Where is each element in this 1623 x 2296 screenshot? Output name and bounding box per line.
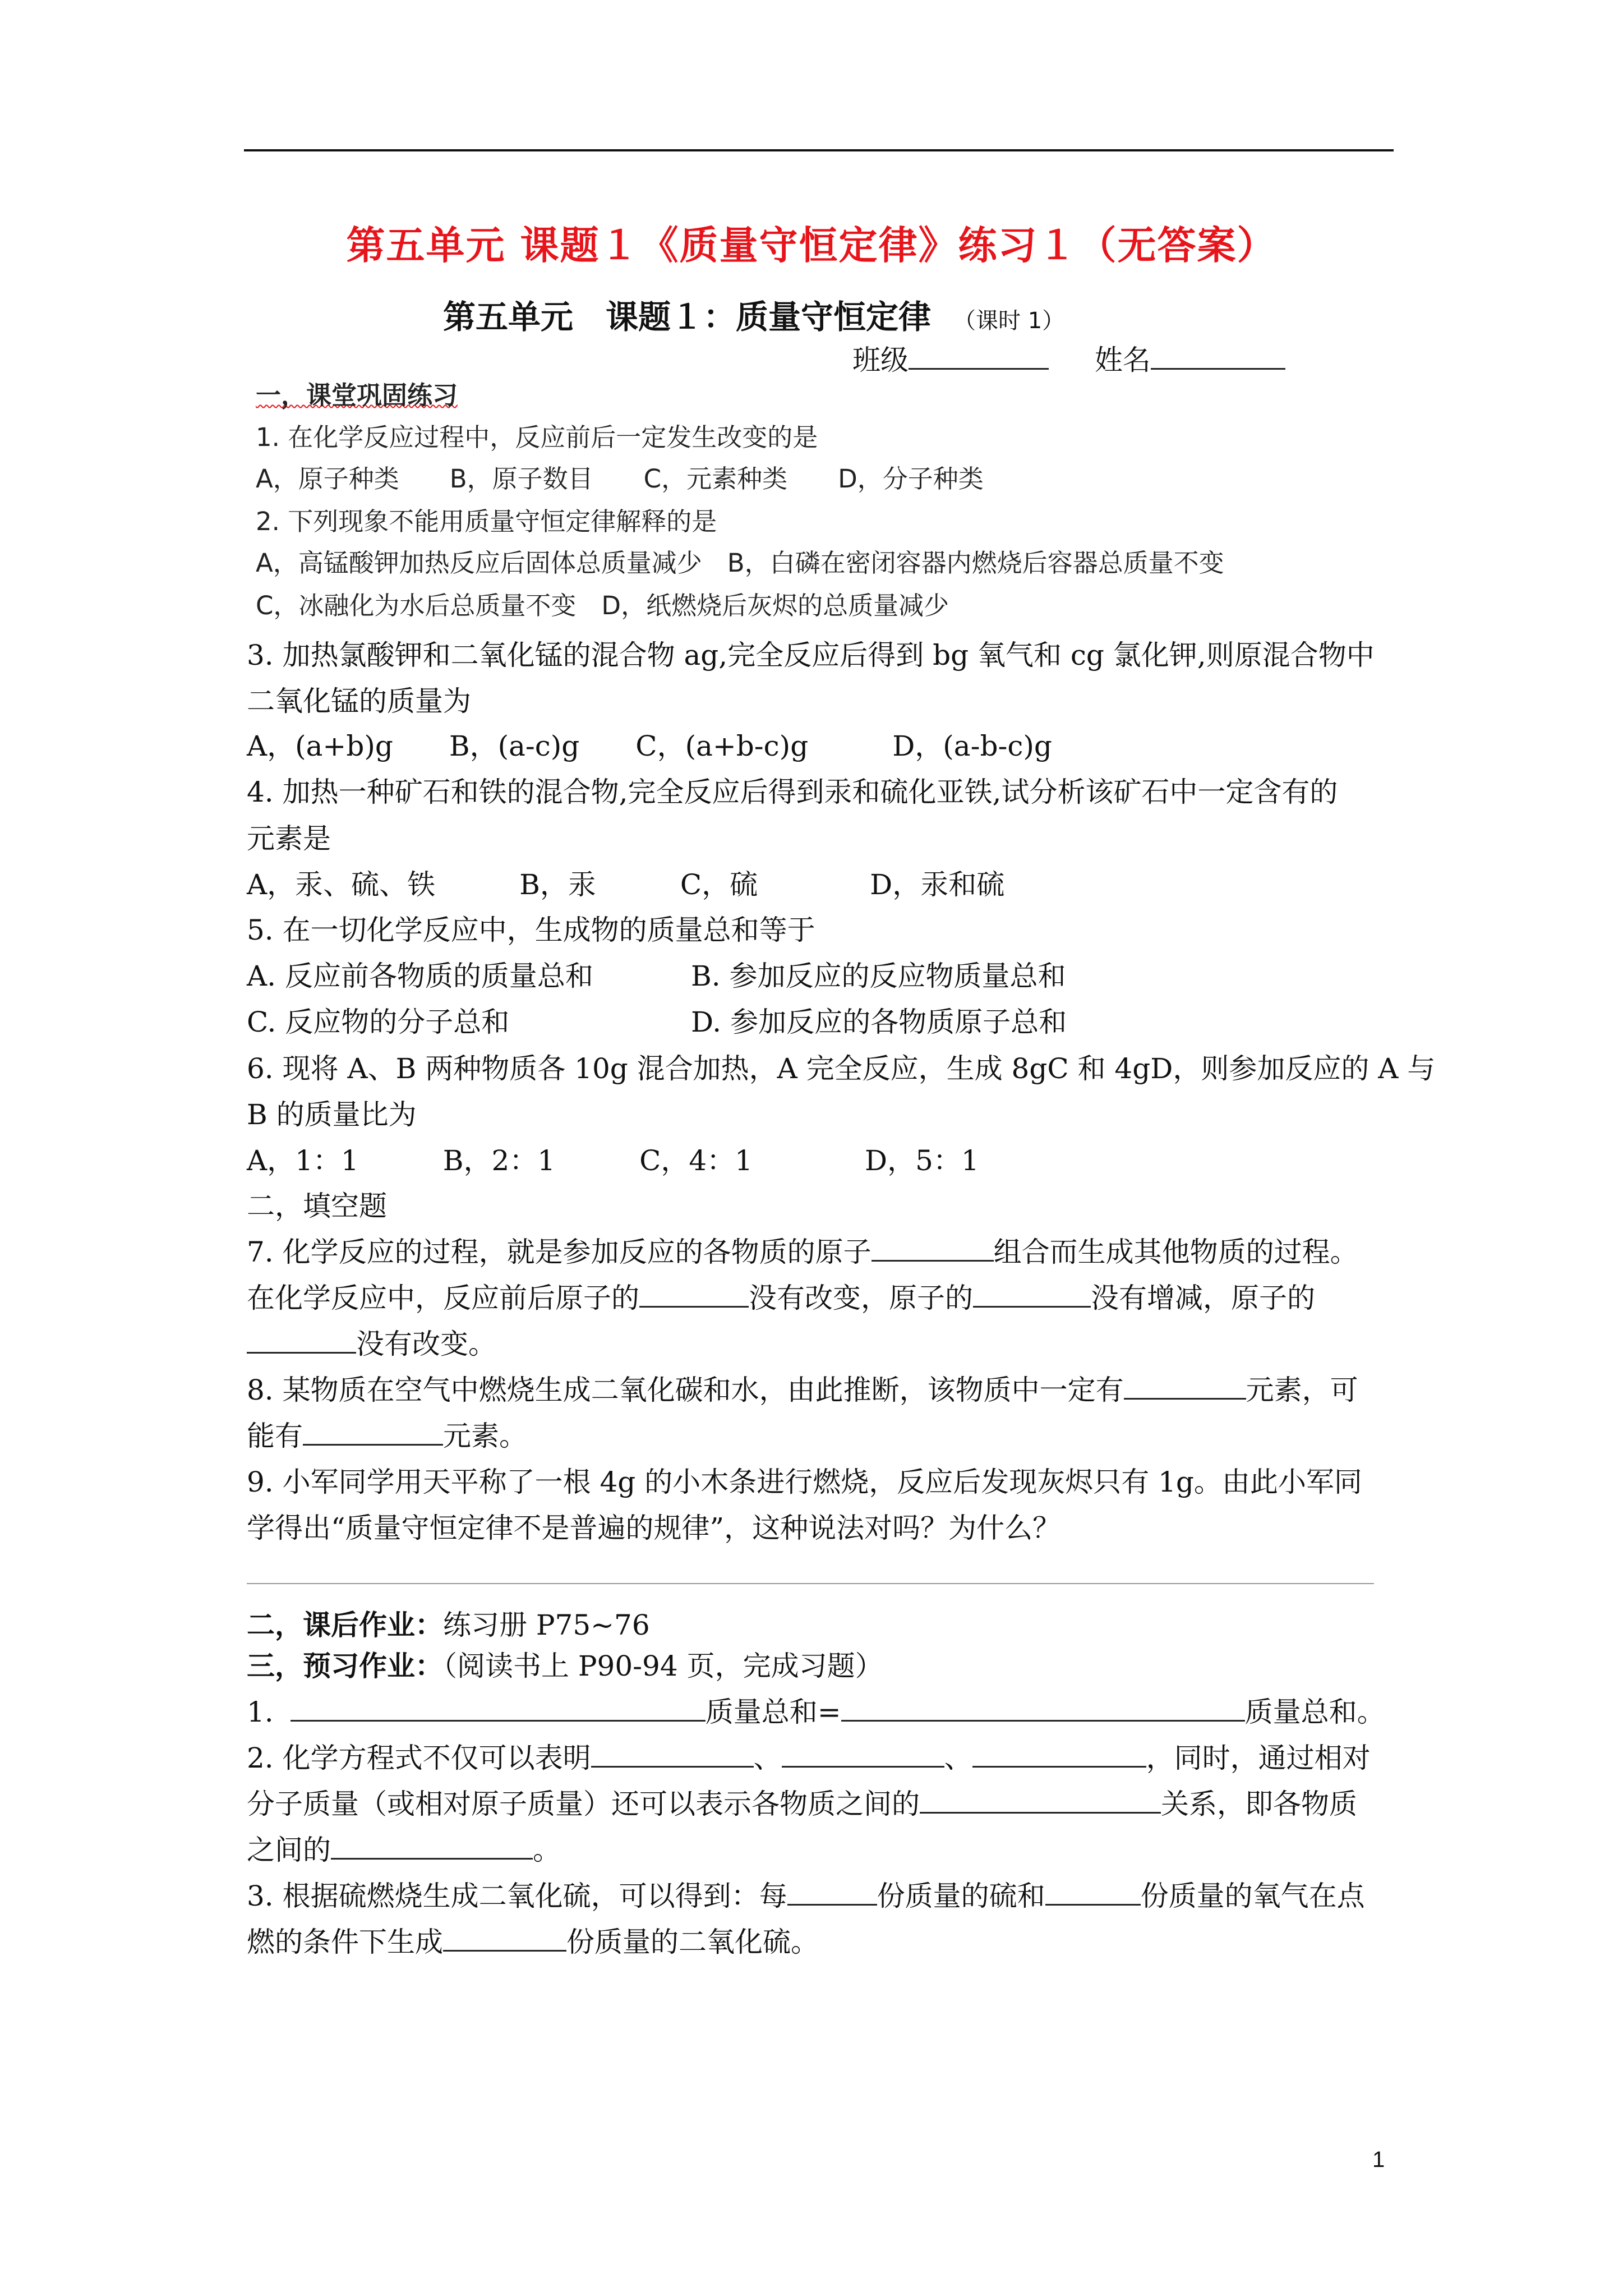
q8-line1: 8. 某物质在空气中燃烧生成二氧化碳和水，由此推断，该物质中一定有 元素，可: [247, 1374, 1358, 1406]
q5-option-b: B. 参加反应的反应物质量总和: [691, 960, 1066, 992]
q8-blank-1[interactable]: [1124, 1373, 1246, 1400]
page-number: 1: [1372, 2147, 1385, 2172]
q1-stem: 1. 在化学反应过程中，反应前后一定发生改变的是: [256, 422, 818, 452]
q2-options-cd: C，冰融化为水后总质量不变 D，纸燃烧后灰烬的总质量减少: [256, 591, 949, 620]
preview-q1: 1. 质量总和= 质量总和。: [247, 1696, 1385, 1728]
page-title: 第五单元 课题１《质量守恒定律》练习１（无答案）: [346, 223, 1277, 268]
preview-q1-blank-2[interactable]: [841, 1695, 1245, 1722]
q3-stem-line2: 二氧化锰的质量为: [247, 685, 471, 717]
q5-stem: 5. 在一切化学反应中，生成物的质量总和等于: [247, 914, 815, 946]
preview-q2-blank-5[interactable]: [331, 1833, 533, 1860]
q7-blank-3[interactable]: [973, 1281, 1091, 1308]
section2-heading: 二，填空题: [247, 1190, 387, 1222]
q1-options: A，原子种类 B，原子数目 C，元素种类 D，分子种类: [256, 464, 984, 494]
preview-q2-line1: 2. 化学方程式不仅可以表明 、 、 ，同时，通过相对: [247, 1742, 1371, 1774]
q7-line2: 在化学反应中，反应前后原子的 没有改变，原子的 没有增减，原子的: [247, 1282, 1315, 1314]
preview-q2-blank-3[interactable]: [972, 1741, 1146, 1768]
q6-options: A，1：1 B，2：1 C，4：1 D，5：1: [247, 1144, 979, 1177]
preview-label: 三，预习作业：: [247, 1649, 443, 1682]
q5-option-d: D. 参加反应的各物质原子总和: [691, 1006, 1067, 1038]
homework-line: [247, 1603, 650, 1643]
section1-heading: 一，课堂巩固练习: [256, 380, 458, 410]
preview-q3-line2: 燃的条件下生成 份质量的二氧化硫。: [247, 1926, 819, 1958]
preview-q2-blank-4[interactable]: [920, 1787, 1161, 1814]
q9-line2: 学得出“质量守恒定律不是普遍的规律”，这种说法对吗？为什么？: [247, 1512, 1061, 1544]
q2-options-ab: A，高锰酸钾加热反应后固体总质量减少 B，白磷在密闭容器内燃烧后容器总质量不变: [256, 548, 1224, 578]
preview-q3-blank-3[interactable]: [443, 1925, 566, 1952]
preview-q2-blank-2[interactable]: [782, 1741, 944, 1768]
name-blank[interactable]: [1151, 342, 1285, 370]
q7-line1: 7. 化学反应的过程，就是参加反应的各物质的原子 组合而生成其他物质的过程。: [247, 1236, 1358, 1268]
preview-q2-line3: 之间的 。: [247, 1834, 561, 1866]
q8-line2: 能有 元素。: [247, 1420, 527, 1452]
q6-stem-line2: B 的质量比为: [247, 1098, 417, 1131]
q5-option-a: A. 反应前各物质的质量总和: [247, 960, 593, 992]
q9-line1: 9. 小军同学用天平称了一根 4g 的小木条进行燃烧，反应后发现灰烬只有 1g。由此小军同: [247, 1466, 1362, 1498]
q4-stem-line1: 4. 加热一种矿石和铁的混合物,完全反应后得到汞和硫化亚铁,试分析该矿石中一定含有的: [247, 776, 1338, 808]
q4-stem-line2: 元素是: [247, 822, 331, 855]
q5-option-c: C. 反应物的分子总和: [247, 1006, 510, 1038]
preview-q2-line2: 分子质量（或相对原子质量）还可以表示各物质之间的 关系，即各物质: [247, 1788, 1357, 1820]
preview-q3-blank-2[interactable]: [1045, 1879, 1141, 1906]
preview-line: [247, 1644, 883, 1684]
class-blank[interactable]: [909, 342, 1049, 370]
name-label: 姓名: [1094, 344, 1151, 376]
preview-q2-blank-1[interactable]: [591, 1741, 754, 1768]
preview-text: （阅读书上 P90-94 页，完成习题）: [443, 1650, 883, 1682]
q3-options: A，(a+b)g B，(a-c)g C，(a+b-c)g D，(a-b-c)g: [247, 730, 1052, 762]
worksheet-subtitle: [443, 291, 1064, 338]
q7-blank-4[interactable]: [247, 1327, 356, 1354]
homework-label: 二，课后作业：: [247, 1608, 443, 1641]
preview-q3-blank-1[interactable]: [787, 1879, 877, 1906]
q7-blank-2[interactable]: [639, 1281, 749, 1308]
homework-text: 练习册 P75~76: [443, 1609, 650, 1641]
subtitle-main: 第五单元 课题１：质量守恒定律: [443, 298, 932, 336]
q6-stem-line1: 6. 现将 A、B 两种物质各 10g 混合加热，A 完全反应，生成 8gC 和 4gD，则参加反应的 A 与: [247, 1052, 1436, 1085]
answer-line[interactable]: [247, 1583, 1374, 1584]
q3-stem-line1: 3. 加热氯酸钾和二氧化锰的混合物 ag,完全反应后得到 bg 氧气和 cg 氯化钾,则原混合物中: [247, 639, 1375, 671]
q2-stem: 2. 下列现象不能用质量守恒定律解释的是: [256, 507, 717, 536]
q7-blank-1[interactable]: [872, 1235, 994, 1262]
class-label: 班级: [852, 344, 909, 376]
preview-q1-blank-1[interactable]: [291, 1695, 706, 1722]
class-name-line: [852, 338, 1285, 378]
q4-options: A，汞、硫、铁 B，汞 C，硫 D，汞和硫: [247, 868, 1005, 901]
preview-q3-line1: 3. 根据硫燃烧生成二氧化硫，可以得到：每 份质量的硫和 份质量的氧气在点: [247, 1880, 1365, 1912]
q7-line3: 没有改变。: [247, 1322, 496, 1362]
subtitle-lesson: （课时 1）: [953, 308, 1065, 334]
header-rule: [244, 149, 1394, 151]
q8-blank-2[interactable]: [303, 1419, 443, 1446]
